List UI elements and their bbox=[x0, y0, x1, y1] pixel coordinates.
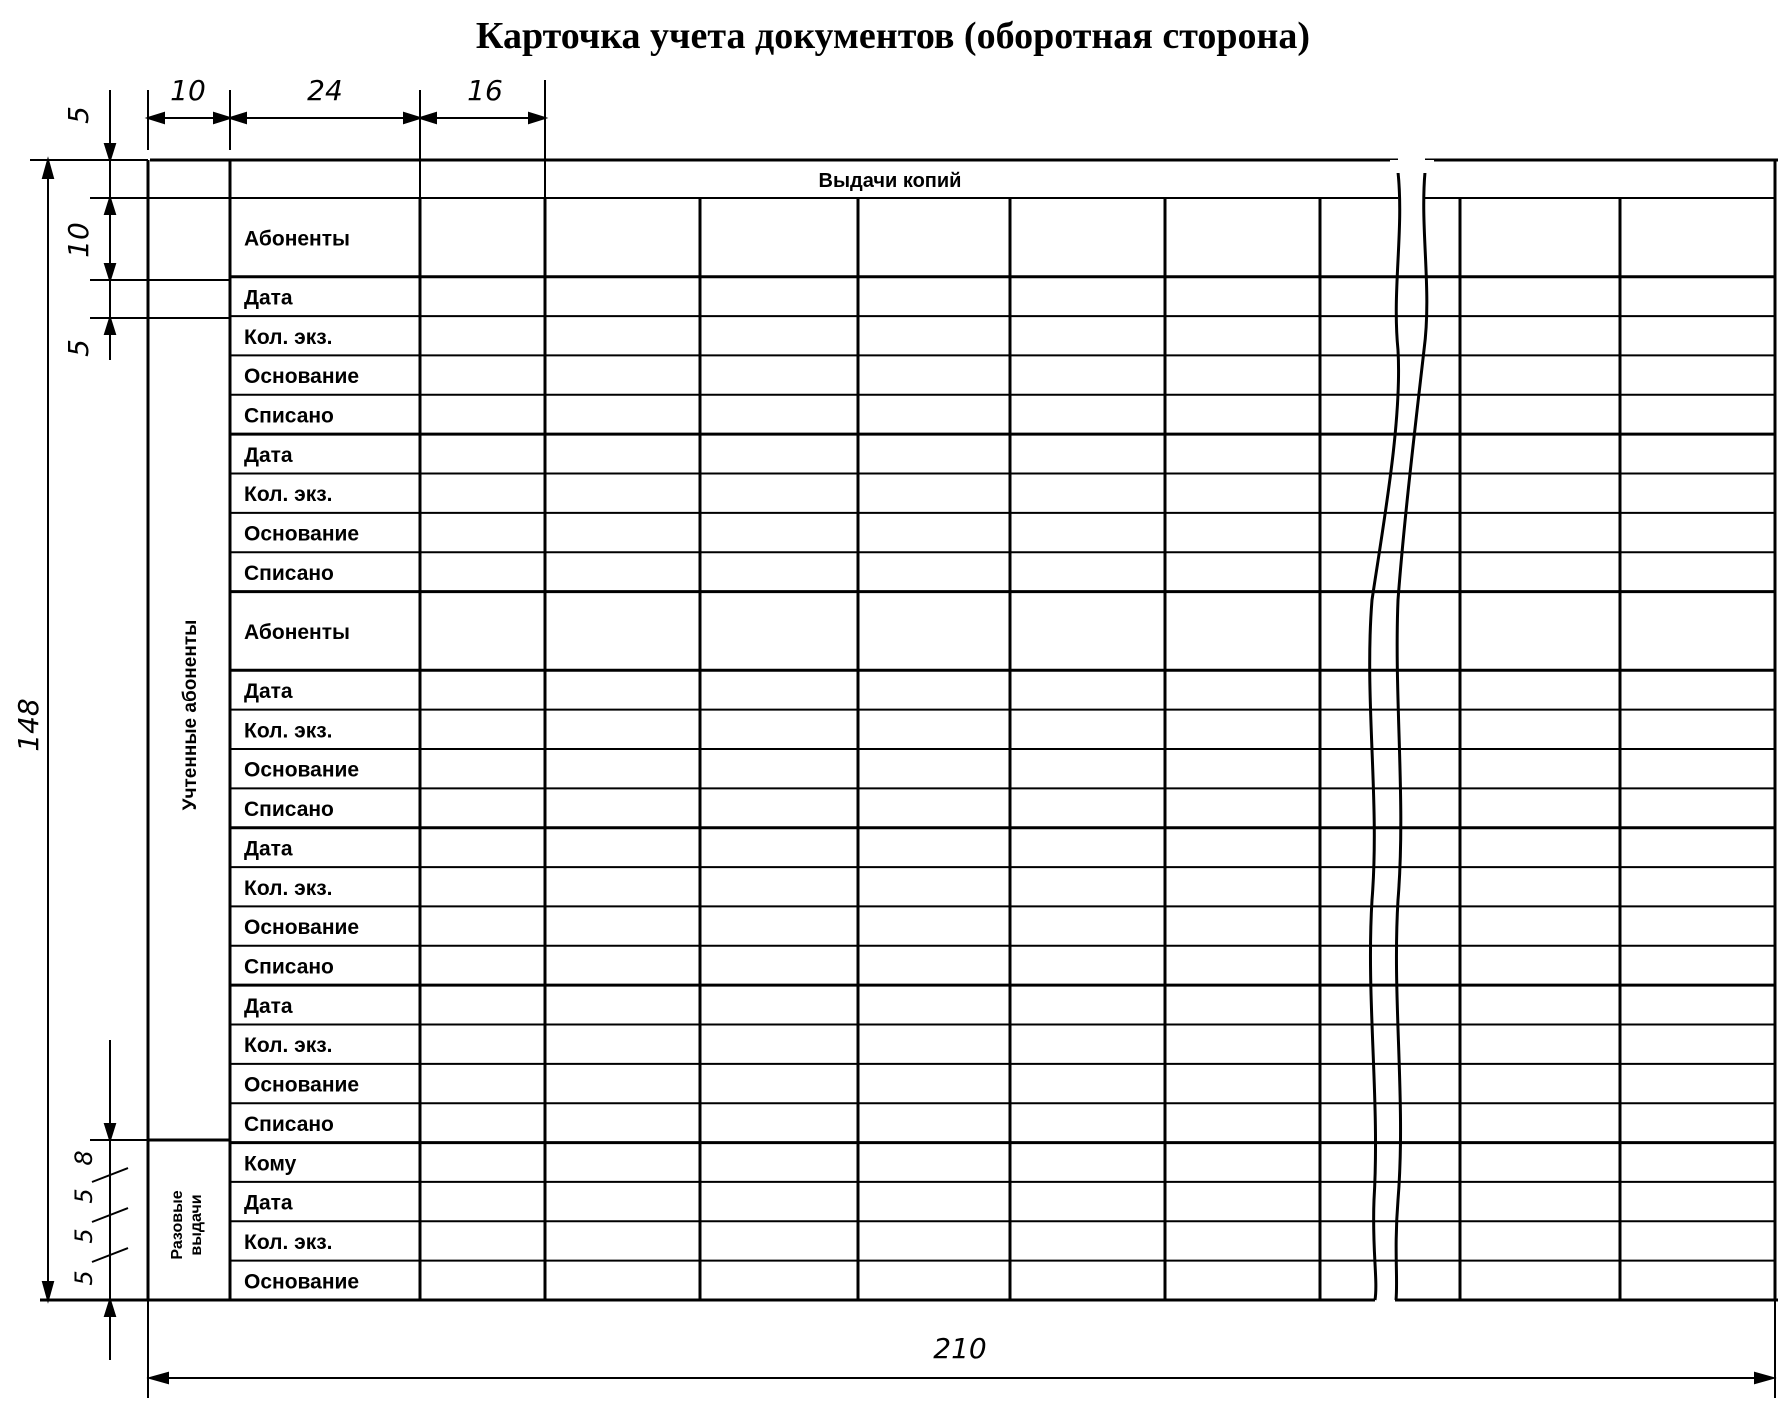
dim-top-margin: 5 bbox=[62, 106, 95, 124]
form-grid bbox=[230, 198, 1775, 1300]
row-label: Списано bbox=[244, 798, 334, 821]
group-label-accounted: Учтенные абоненты bbox=[180, 619, 201, 811]
row-label: Кол. экз. bbox=[244, 1231, 333, 1254]
row-label: Дата bbox=[244, 994, 293, 1018]
dim-total-height: 148 bbox=[12, 698, 45, 752]
row-label: Списано bbox=[244, 955, 334, 979]
dim-header-row: 10 bbox=[62, 222, 95, 258]
row-label: Дата bbox=[244, 680, 293, 703]
row-label: Списано bbox=[244, 1112, 334, 1136]
row-label: Основание bbox=[244, 1073, 360, 1097]
dim-col-third: 16 bbox=[467, 74, 503, 107]
dim-total-width: 210 bbox=[933, 1332, 987, 1365]
dim-bottom-5c: 5 bbox=[70, 1270, 98, 1286]
row-label: Основание bbox=[244, 365, 360, 389]
row-label: Абоненты bbox=[244, 227, 350, 251]
header-label: Выдачи копий bbox=[818, 170, 962, 192]
row-label: Списано bbox=[244, 561, 334, 585]
dim-bottom-5b: 5 bbox=[70, 1228, 98, 1244]
label-column-lines bbox=[148, 80, 545, 1300]
row-label: Дата bbox=[244, 443, 293, 467]
group-label-one-time-line2: выдачи bbox=[188, 1194, 205, 1256]
dim-bottom-5a: 5 bbox=[70, 1188, 98, 1204]
dim-date-row: 5 bbox=[62, 339, 95, 357]
row-label: Дата bbox=[244, 837, 293, 861]
row-label: Абоненты bbox=[244, 620, 350, 644]
row-labels bbox=[244, 227, 359, 1293]
row-label: Списано bbox=[244, 404, 334, 428]
row-label: Основание bbox=[244, 916, 360, 940]
dim-col-second: 24 bbox=[307, 74, 343, 107]
row-label: Кому bbox=[244, 1152, 297, 1176]
row-label: Основание bbox=[244, 522, 360, 546]
row-label: Кол. экз. bbox=[244, 483, 333, 507]
row-label: Кол. экз. bbox=[244, 876, 333, 900]
row-label: Основание bbox=[244, 758, 360, 782]
page-title: Карточка учета документов (оборотная сторона) bbox=[475, 15, 1311, 57]
dim-col-first: 10 bbox=[170, 74, 206, 107]
row-label: Основание bbox=[244, 1270, 360, 1294]
row-label: Дата bbox=[244, 1191, 293, 1215]
dim-bottom-8: 8 bbox=[70, 1150, 98, 1166]
group-label-one-time-line1: Разовые bbox=[169, 1190, 186, 1260]
row-label: Кол. экз. bbox=[244, 1034, 333, 1058]
row-label: Кол. экз. bbox=[244, 325, 333, 349]
break-line bbox=[1370, 160, 1434, 1300]
row-label: Дата bbox=[244, 286, 293, 310]
row-label: Кол. экз. bbox=[244, 719, 333, 743]
